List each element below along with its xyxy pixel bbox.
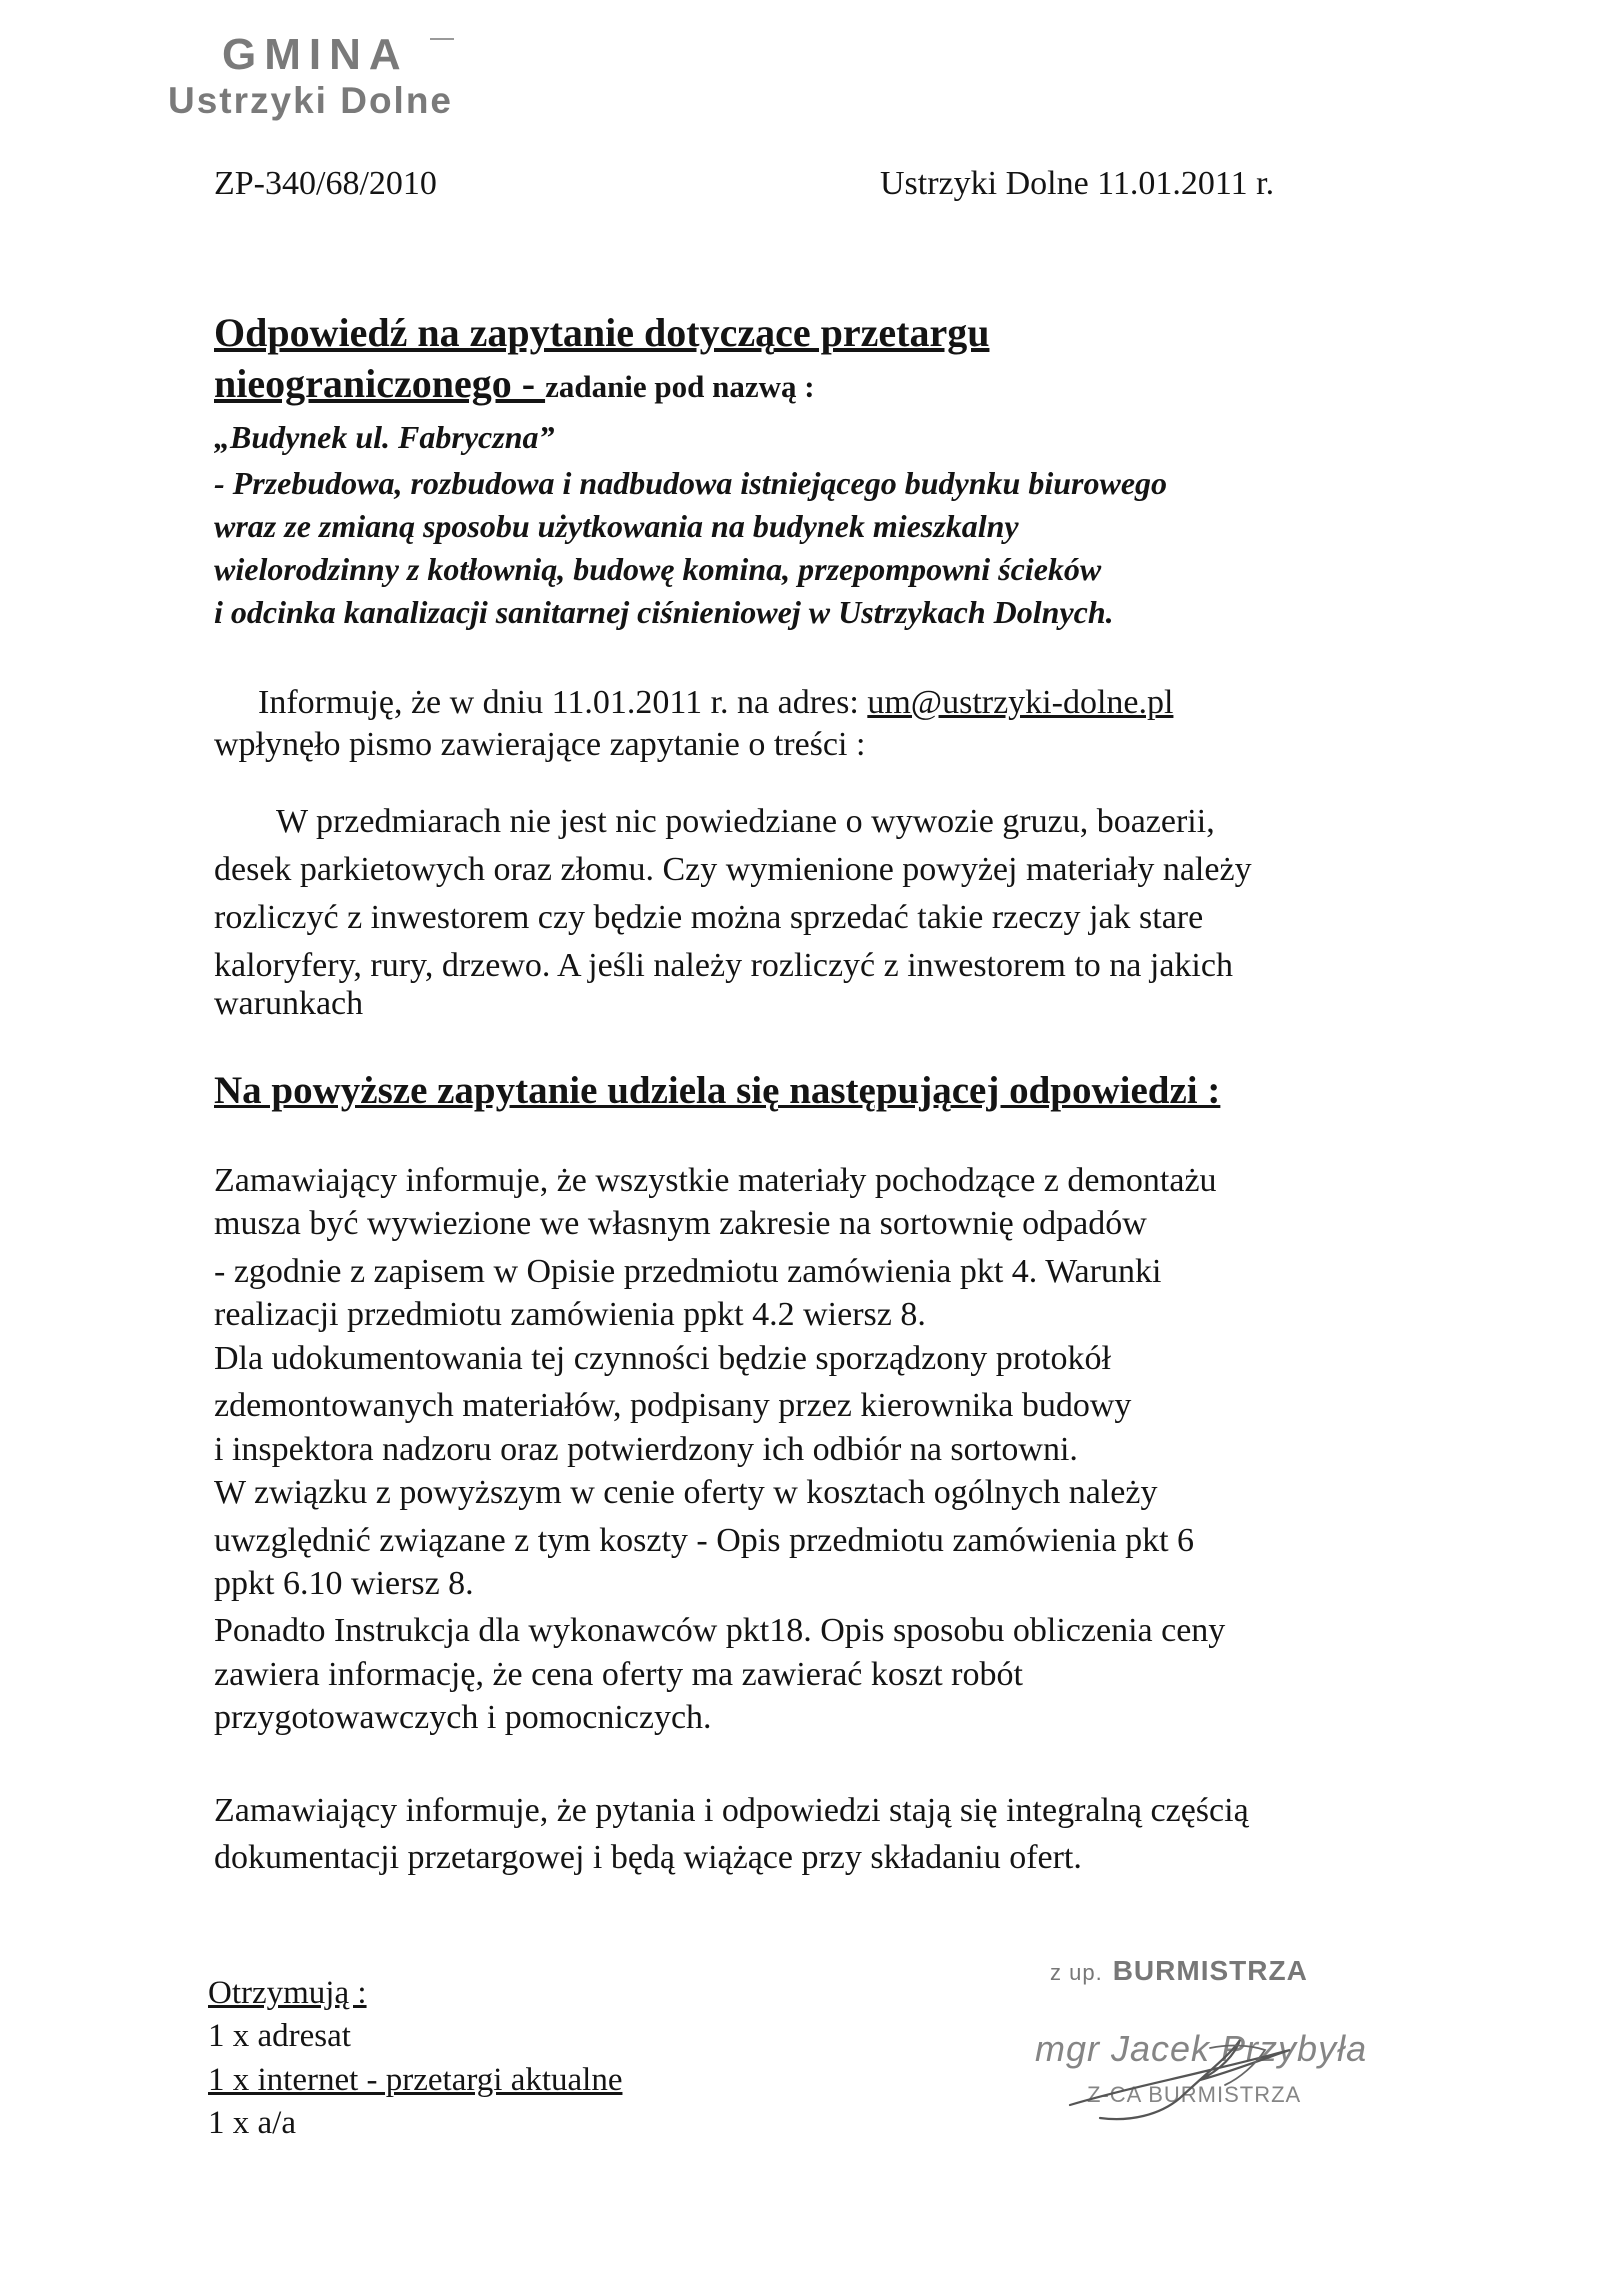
project-description-line: wielorodzinny z kotłownią, budowę komina, przepompowni ścieków — [214, 551, 1102, 587]
signature-for-label: z up. — [1050, 1960, 1103, 1985]
question-line: kaloryfery, rury, drzewo. A jeśli należy rozliczyć z inwestorem to na jakich — [214, 947, 1233, 984]
project-description-line: - Przebudowa, rozbudowa i nadbudowa istniejącego budynku biurowego — [214, 465, 1168, 501]
question-line: rozliczyć z inwestorem czy będzie można sprzedać takie rzeczy jak stare — [214, 899, 1204, 936]
project-description-line: i odcinka kanalizacji sanitarnej ciśnieniowej w Ustrzykach Dolnych. — [214, 594, 1114, 630]
answer-line: zawiera informację, że cena oferty ma zawierać koszt robót — [214, 1656, 1023, 1693]
municipality-stamp-place: Ustrzyki Dolne — [168, 80, 454, 121]
title-underlined-part: nieograniczonego - — [214, 361, 546, 406]
signature-stamp-header — [1050, 1955, 1308, 1987]
answer-line: musza być wywiezione we własnym zakresie na sortownię odpadów — [214, 1205, 1147, 1242]
answer-line: - zgodnie z zapisem w Opisie przedmiotu zamówienia pkt 4. Warunki — [214, 1253, 1162, 1290]
answer-line: zdemontowanych materiałów, podpisany przez kierownika budowy — [214, 1387, 1132, 1424]
signature-role: Z-CA BURMISTRZA — [1087, 2082, 1302, 2107]
handwritten-signature — [1060, 2010, 1360, 2130]
stamp-mark — [430, 38, 454, 40]
answer-heading: Na powyższe zapytanie udziela się następującej odpowiedzi : — [214, 1069, 1221, 1112]
project-name: „Budynek ul. Fabryczna” — [214, 419, 555, 455]
answer-line: W związku z powyższym w cenie oferty w kosztach ogólnych należy — [214, 1474, 1158, 1511]
answer-line: przygotowawczych i pomocniczych. — [214, 1699, 712, 1736]
distribution-item: 1 x a/a — [208, 2105, 296, 2141]
question-line: W przedmiarach nie jest nic powiedziane o wywozie gruzu, boazerii, — [276, 803, 1215, 840]
reference-number: ZP-340/68/2010 — [214, 165, 437, 202]
distribution-item: 1 x adresat — [208, 2018, 351, 2054]
place-and-date: Ustrzyki Dolne 11.01.2011 r. — [880, 165, 1275, 202]
closing-line: dokumentacji przetargowej i będą wiążące przy składaniu ofert. — [214, 1839, 1082, 1876]
letter-title-line-1: Odpowiedź na zapytanie dotyczące przetargu — [214, 310, 990, 355]
signature-office: BURMISTRZA — [1112, 1955, 1308, 1986]
info-line-2: wpłynęło pismo zawierające zapytanie o treści : — [214, 726, 866, 763]
distribution-label: Otrzymują : — [208, 1975, 367, 2011]
answer-line: uwzględnić związane z tym koszty - Opis przedmiotu zamówienia pkt 6 — [214, 1522, 1195, 1559]
signature-name: mgr Jacek Przybyła — [1035, 2028, 1368, 2069]
answer-line: realizacji przedmiotu zamówienia ppkt 4.2 wiersz 8. — [214, 1296, 926, 1333]
distribution-item: 1 x internet - przetargi aktualne — [208, 2062, 623, 2098]
answer-line: Zamawiający informuje, że wszystkie materiały pochodzące z demontażu — [214, 1162, 1217, 1199]
closing-line: Zamawiający informuje, że pytania i odpowiedzi stają się integralną częścią — [214, 1792, 1249, 1829]
answer-line: ppkt 6.10 wiersz 8. — [214, 1565, 474, 1602]
question-line: warunkach — [214, 985, 364, 1022]
project-description-line: wraz ze zmianą sposobu użytkowania na budynek mieszkalny — [214, 508, 1019, 544]
email-address: um@ustrzyki-dolne.pl — [867, 684, 1174, 721]
answer-line: Ponadto Instrukcja dla wykonawców pkt18. Opis sposobu obliczenia ceny — [214, 1612, 1226, 1649]
letter-title-line-2 — [214, 360, 815, 407]
municipality-stamp-name: GMINA — [222, 30, 409, 79]
answer-line: i inspektora nadzoru oraz potwierdzony ich odbiór na sortowni. — [214, 1431, 1078, 1468]
question-line: desek parkietowych oraz złomu. Czy wymienione powyżej materiały należy — [214, 851, 1252, 888]
info-line-1 — [258, 684, 1173, 722]
info-text: Informuję, że w dniu 11.01.2011 r. na adres: — [258, 684, 868, 721]
answer-line: Dla udokumentowania tej czynności będzie sporządzony protokół — [214, 1340, 1111, 1377]
title-tail: zadanie pod nazwą : — [545, 369, 815, 404]
